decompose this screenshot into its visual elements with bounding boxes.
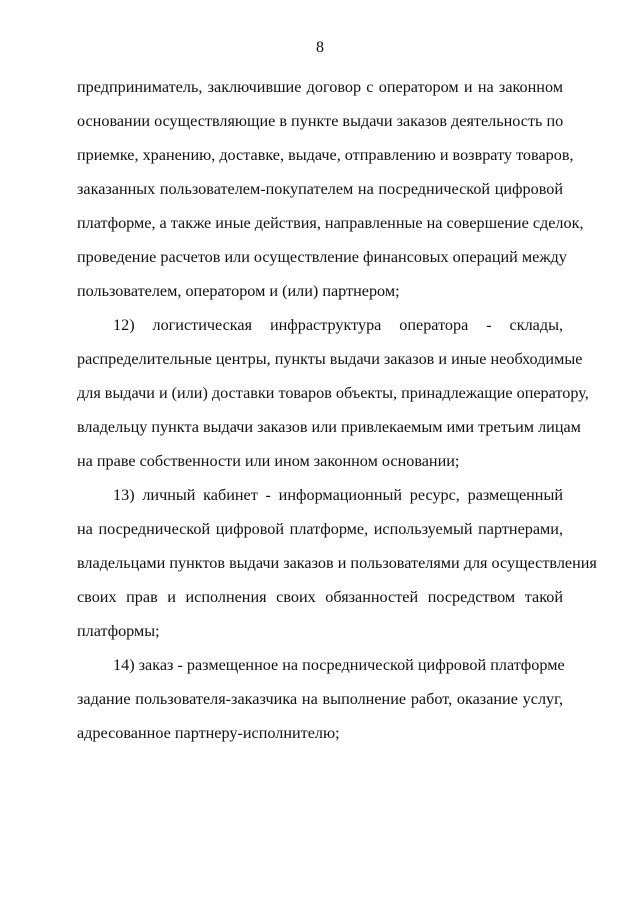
text-line: адресованное партнеру-исполнителю; xyxy=(77,724,340,742)
text-line: владельцами пунктов выдачи заказов и пользователями для осуществления xyxy=(77,554,597,572)
text-line: предприниматель, заключившие договор с оператором и на законном xyxy=(77,78,563,96)
text-line: пользователем, оператором и (или) партнером; xyxy=(77,282,400,300)
text-line: распределительные центры, пункты выдачи заказов и иные необходимые xyxy=(77,350,583,368)
paragraph-item-14 xyxy=(77,654,563,756)
text-line: владельцу пункта выдачи заказов или привлекаемым ими третьим лицам xyxy=(77,418,581,436)
text-line: заказанных пользователем-покупателем на посреднической цифровой xyxy=(77,180,563,198)
document-body xyxy=(77,76,597,756)
page-number: 8 xyxy=(316,39,324,56)
text-line: проведение расчетов или осуществление финансовых операций между xyxy=(77,248,567,266)
text-line: платформе, а также иные действия, направленные на совершение сделок, xyxy=(77,214,584,232)
text-line: приемке, хранению, доставке, выдаче, отправлению и возврату товаров, xyxy=(77,146,574,164)
text-line: на праве собственности или ином законном основании; xyxy=(77,452,460,470)
paragraph-continuation xyxy=(77,76,584,314)
text-line: 13) личный кабинет - информационный ресурс, размещенный xyxy=(113,486,563,504)
text-line: основании осуществляющие в пункте выдачи заказов деятельность по xyxy=(77,112,564,130)
text-line: 14) заказ - размещенное на посреднической цифровой платформе xyxy=(113,656,565,674)
text-line: платформы; xyxy=(77,622,160,640)
text-line: для выдачи и (или) доставки товаров объекты, принадлежащие оператору, xyxy=(77,384,589,402)
paragraph-item-12 xyxy=(77,314,589,484)
text-line: 12) логистическая инфраструктура оператора - склады, xyxy=(113,316,563,334)
text-line: задание пользователя-заказчика на выполнение работ, оказание услуг, xyxy=(77,690,563,708)
text-line: на посреднической цифровой платформе, используемый партнерами, xyxy=(77,520,563,538)
paragraph-item-13 xyxy=(77,484,597,654)
text-line: своих прав и исполнения своих обязанностей посредством такой xyxy=(77,588,563,606)
